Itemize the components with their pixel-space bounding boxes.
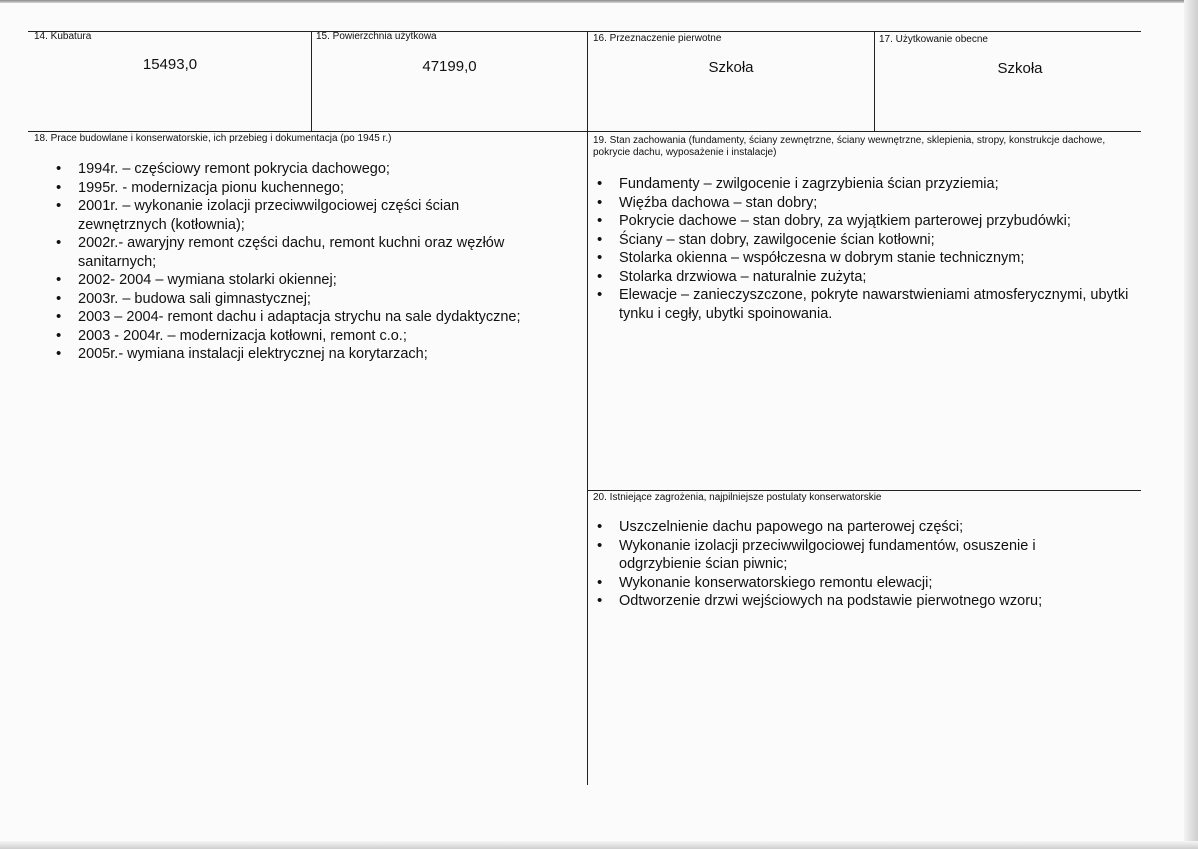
scan-edge-bottom bbox=[0, 841, 1198, 849]
list-item: • 2001r. – wykonanie izolacji przeciwwilgociowej części ścian zewnętrznych (kotłownia); bbox=[52, 197, 508, 234]
list-item: • Więźba dachowa – stan dobry; bbox=[593, 194, 1138, 213]
scan-edge-right bbox=[1184, 0, 1198, 849]
list-item: • Fundamenty – zwilgocenie i zagrzybienia ścian przyziemia; bbox=[593, 175, 1138, 194]
section-20-list bbox=[593, 518, 1113, 611]
list-item: • Elewacje – zanieczyszczone, pokryte nawarstwieniami atmosferycznymi, ubytki tynku i cegły, ubytki spoinowania. bbox=[593, 286, 1138, 323]
grid-divider-1 bbox=[311, 31, 312, 131]
list-item: • 2002r.- awaryjny remont części dachu, remont kuchni oraz węzłów sanitarnych; bbox=[52, 234, 548, 271]
field-label-powierzchnia: 15. Powierzchnia użytkowa bbox=[316, 31, 437, 42]
grid-line-top bbox=[28, 31, 1141, 32]
list-item: • Ściany – stan dobry, zawilgocenie ścian kotłowni; bbox=[593, 231, 1138, 250]
list-item: • 2003 – 2004- remont dachu i adaptacja strychu na sale dydaktyczne; bbox=[52, 308, 582, 327]
field-value-uzytkowanie: Szkoła bbox=[997, 60, 1043, 77]
list-item: • Wykonanie izolacji przeciwwilgociowej fundamentów, osuszenie i odgrzybienie ścian piwnic; bbox=[593, 537, 1079, 574]
field-label-kubatura: 14. Kubatura bbox=[34, 31, 92, 42]
list-item: • Wykonanie konserwatorskiego remontu elewacji; bbox=[593, 574, 1113, 593]
list-item: • 1995r. - modernizacja pionu kuchennego; bbox=[52, 179, 582, 198]
section-20-label: 20. Istniejące zagrożenia, najpilniejsze postulaty konserwatorskie bbox=[593, 492, 882, 503]
list-item: • Uszczelnienie dachu papowego na parterowej części; bbox=[593, 518, 1113, 537]
field-value-kubatura: 15493,0 bbox=[142, 56, 198, 73]
field-value-przeznaczenie: Szkoła bbox=[708, 59, 754, 76]
grid-divider-2 bbox=[587, 31, 588, 785]
list-item: • 2002- 2004 – wymiana stolarki okiennej; bbox=[52, 271, 582, 290]
field-value-powierzchnia: 47199,0 bbox=[422, 58, 477, 75]
field-label-uzytkowanie: 17. Użytkowanie obecne bbox=[879, 34, 988, 45]
scan-edge-top bbox=[0, 0, 1198, 3]
list-item: • Stolarka drzwiowa – naturalnie zużyta; bbox=[593, 268, 1138, 287]
list-item: • 2003 - 2004r. – modernizacja kotłowni, remont c.o.; bbox=[52, 327, 582, 346]
list-item: • Odtworzenie drzwi wejściowych na podstawie pierwotnego wzoru; bbox=[593, 592, 1113, 611]
list-item: • Stolarka okienna – współczesna w dobrym stanie technicznym; bbox=[593, 249, 1138, 268]
section-18-list bbox=[52, 160, 582, 364]
section-19-list bbox=[593, 175, 1138, 323]
grid-line-sec20 bbox=[587, 490, 1141, 491]
section-19-label: 19. Stan zachowania (fundamenty, ściany zewnętrzne, ściany wewnętrzne, sklepienia, stropy, konstrukcje dachowe, pokrycie dachu, wyposażenie i instalacje) bbox=[593, 135, 1106, 158]
list-item: • 2003r. – budowa sali gimnastycznej; bbox=[52, 290, 582, 309]
grid-divider-3 bbox=[874, 31, 875, 131]
list-item: • 2005r.- wymiana instalacji elektrycznej na korytarzach; bbox=[52, 345, 582, 364]
grid-line-mid bbox=[28, 131, 1141, 132]
list-item: • 1994r. – częściowy remont pokrycia dachowego; bbox=[52, 160, 582, 179]
field-label-przeznaczenie: 16. Przeznaczenie pierwotne bbox=[593, 33, 722, 44]
list-item: • Pokrycie dachowe – stan dobry, za wyjątkiem parterowej przybudówki; bbox=[593, 212, 1138, 231]
section-18-label: 18. Prace budowlane i konserwatorskie, ich przebieg i dokumentacja (po 1945 r.) bbox=[34, 133, 392, 144]
